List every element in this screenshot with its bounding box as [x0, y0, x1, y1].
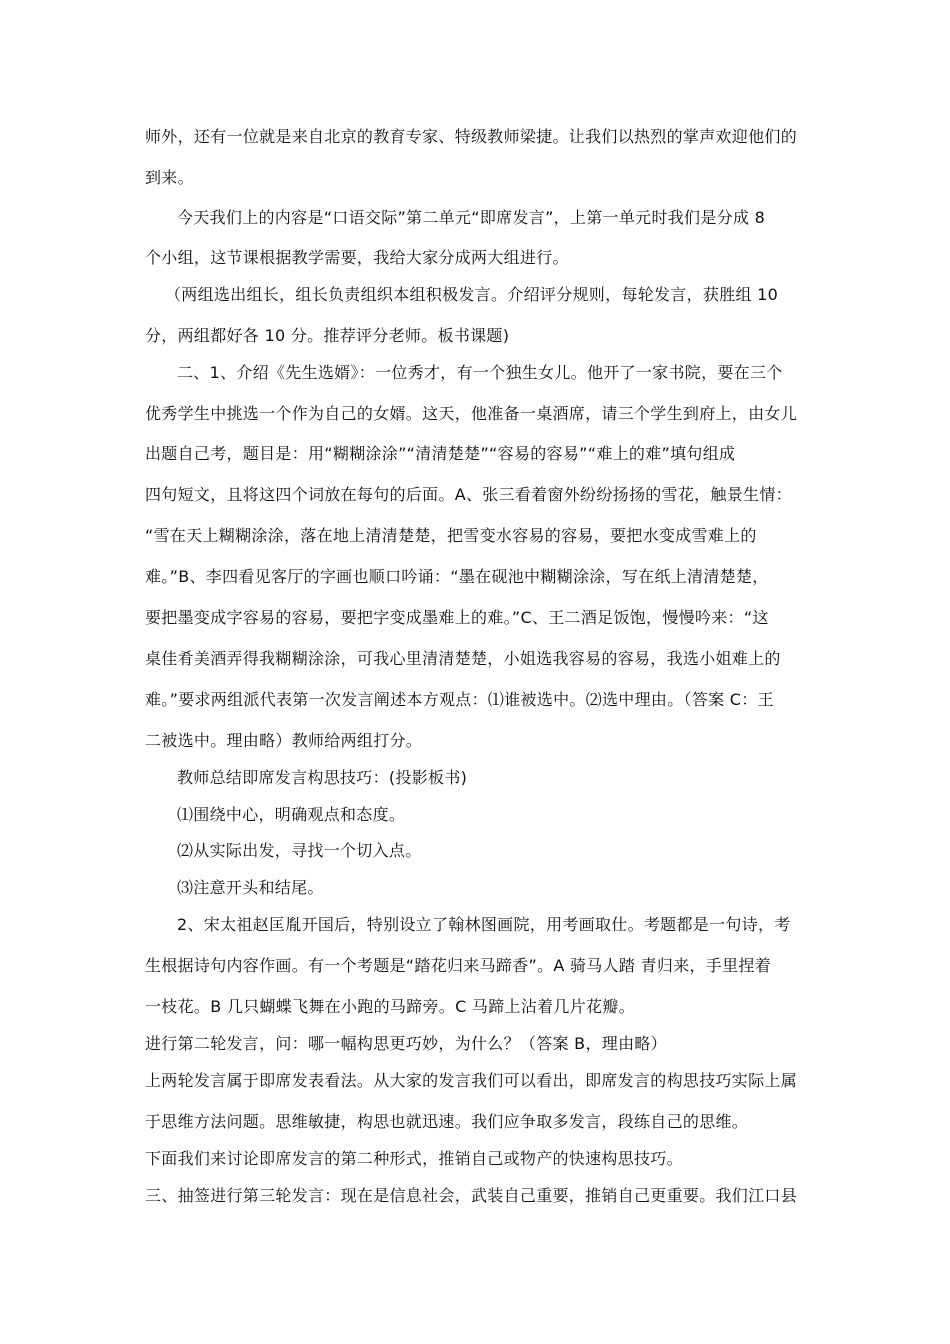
- text-line: 出题自己考，题目是：用“糊糊涂涂”“清清楚楚”“容易的容易”“难上的难”填句组成: [145, 444, 736, 463]
- text-line: 师外，还有一位就是来自北京的教育专家、特级教师梁捷。让我们以热烈的掌声欢迎他们的: [145, 127, 798, 146]
- text-line: 今天我们上的内容是“口语交际”第二单元“即席发言”，上第一单元时我们是分成 8: [177, 208, 766, 227]
- text-line: （两组选出组长，组长负责组织本组积极发言。介绍评分规则，每轮发言，获胜组 10: [165, 285, 779, 304]
- text-line: 难。”要求两组派代表第一次发言阐述本方观点：⑴谁被选中。⑵选中理由。（答案 C：王: [145, 690, 774, 709]
- text-line: 到来。: [145, 168, 194, 187]
- text-line: 下面我们来讨论即席发言的第二种形式，推销自己或物产的快速构思技巧。: [145, 1149, 683, 1168]
- text-line: 2、宋太祖赵匡胤开国后，特别设立了翰林图画院，用考画取仕。考题都是一句诗，考: [177, 915, 791, 934]
- text-line: 生根据诗句内容作画。有一个考题是“踏花归来马蹄香”。A 骑马人踏 青归来，手里捏着: [145, 956, 771, 975]
- text-line: 分，两组都好各 10 分。推荐评分老师。板书课题): [145, 326, 510, 345]
- text-line: 于思维方法问题。思维敏捷，构思也就迅速。我们应争取多发言，段练自己的思维。: [145, 1112, 749, 1131]
- text-line: ⑵从实际出发，寻找一个切入点。: [177, 841, 422, 860]
- text-line: ⑴围绕中心，明确观点和态度。: [177, 805, 406, 824]
- text-line: 二被选中。理由略）教师给两组打分。: [145, 731, 423, 750]
- text-line: 二、1、介绍《先生选婿》：一位秀才，有一个独生女儿。他开了一家书院，要在三个: [177, 363, 783, 382]
- text-line: 教师总结即席发言构思技巧：(投影板书): [177, 768, 468, 787]
- text-line: 四句短文，且将这四个词放在每句的后面。A、张三看着窗外纷纷扬扬的雪花，触景生情：: [145, 485, 792, 504]
- text-line: 上两轮发言属于即席发表看法。从大家的发言我们可以看出，即席发言的构思技巧实际上属: [145, 1071, 798, 1090]
- text-line: 三、抽签进行第三轮发言：现在是信息社会，武装自己重要，推销自己更重要。我们江口县: [145, 1186, 798, 1205]
- text-line: 难。”B、李四看见客厅的字画也顺口吟诵：“墨在砚池中糊糊涂涂，写在纸上清清楚楚，: [145, 567, 769, 586]
- text-line: ⑶注意开头和结尾。: [177, 878, 324, 897]
- text-line: 一枝花。B 几只蝴蝶飞舞在小跑的马蹄旁。C 马蹄上沾着几片花瓣。: [145, 997, 635, 1016]
- text-line: 要把墨变成字容易的容易，要把字变成墨难上的难。”C、王二酒足饭饱，慢慢吟来：“这: [145, 608, 769, 627]
- text-line: “雪在天上糊糊涂涂，落在地上清清楚楚，把雪变水容易的容易，要把水变成雪难上的: [145, 526, 757, 545]
- text-line: 桌佳肴美酒弄得我糊糊涂涂，可我心里清清楚楚，小姐选我容易的容易，我选小姐难上的: [145, 649, 781, 668]
- text-line: 优秀学生中挑选一个作为自己的女婿。这天，他准备一桌酒席，请三个学生到府上，由女儿: [145, 404, 798, 423]
- text-line: 进行第二轮发言，问：哪一幅构思更巧妙，为什么？（答案 B，理由略）: [145, 1034, 667, 1053]
- text-line: 个小组，这节课根据教学需要，我给大家分成两大组进行。: [145, 248, 569, 267]
